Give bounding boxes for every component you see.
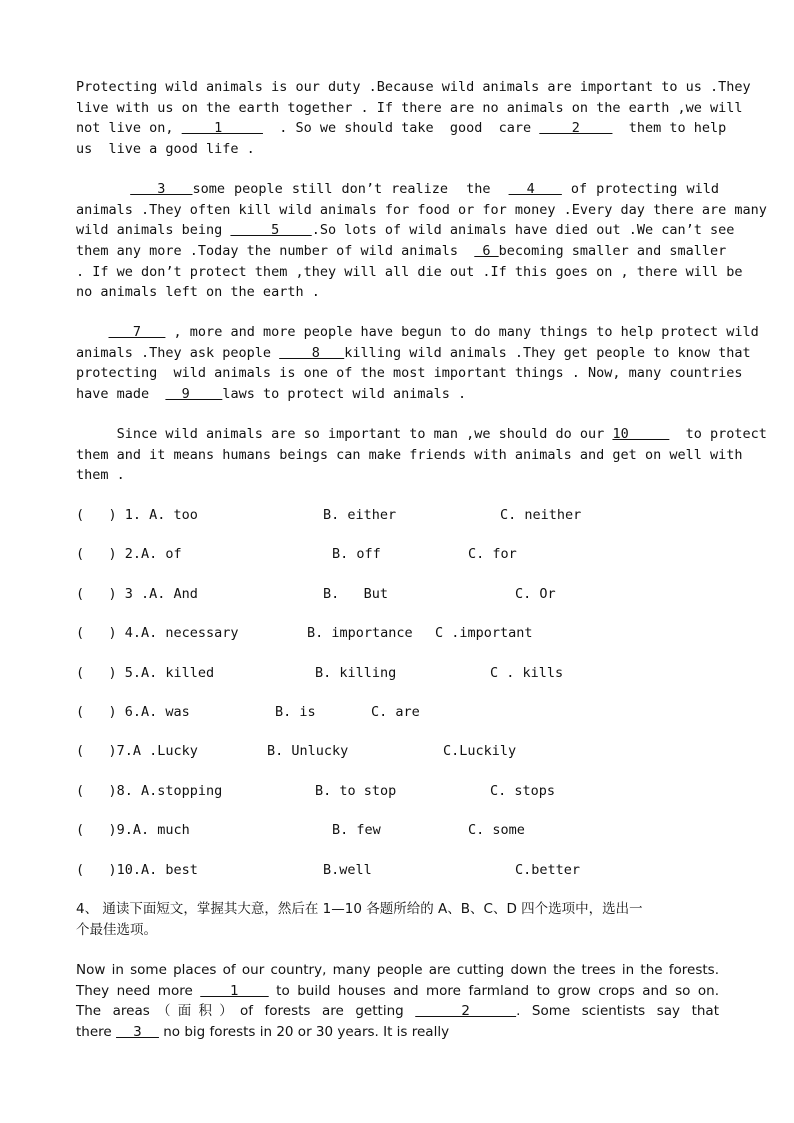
question-number-option-a[interactable]: ( )7.A .Lucky [76, 743, 198, 760]
text-run: animals .They ask people [76, 344, 280, 361]
answer-blank[interactable]: 2 [539, 120, 613, 137]
text-run: laws to protect wild animals . [222, 386, 467, 403]
answer-blank[interactable]: 4 [508, 181, 562, 197]
question-number-option-a[interactable]: ( )9.A. much [76, 822, 190, 839]
question-row [76, 505, 719, 525]
text-line [76, 200, 767, 221]
question-row [76, 544, 719, 564]
question-row [76, 663, 719, 683]
question-row [76, 781, 719, 801]
text-run [76, 324, 109, 340]
text-run: live with us on the earth together . If there are no animals on the earth ,we will [76, 99, 743, 116]
text-line [76, 262, 743, 283]
question-row [76, 741, 719, 761]
text-run: them to help [612, 120, 727, 137]
option-b[interactable]: B. killing [315, 664, 397, 681]
text-run: . If we don’t protect them ,they will all die out .If this goes on , there will be [76, 263, 743, 280]
paragraph [76, 179, 767, 303]
text-line [76, 981, 719, 1002]
text-line [76, 1022, 719, 1043]
text-line [76, 179, 719, 200]
option-b[interactable]: B. to stop [315, 782, 397, 799]
option-c[interactable]: C. for [468, 546, 517, 563]
answer-blank[interactable]: 5 [230, 222, 312, 239]
option-b[interactable]: B. few [332, 822, 381, 839]
option-c[interactable]: C. stops [490, 782, 556, 799]
question-row [76, 702, 719, 722]
text-run: Protecting wild animals is our duty .Because wild animals are important to us .They [76, 79, 751, 95]
text-line [76, 322, 759, 343]
answer-blank[interactable]: 2 [415, 1003, 517, 1020]
option-b[interactable]: B. Unlucky [267, 743, 349, 760]
option-c[interactable]: C . kills [490, 664, 564, 681]
text-line [76, 960, 719, 981]
text-run: to protect [669, 426, 767, 442]
text-run: animals .They often kill wild animals for food or for money .Every day there are many [76, 201, 767, 218]
question-number-option-a[interactable]: ( )10.A. best [76, 861, 198, 878]
question-number-option-a[interactable]: ( ) 5.A. killed [76, 664, 215, 681]
option-c[interactable]: C. are [371, 704, 420, 720]
question-number-option-a[interactable]: ( ) 4.A. necessary [76, 625, 239, 642]
text-run: protecting wild animals is one of the most important things . Now, many countries [76, 365, 743, 382]
text-run: . So we should take good care [262, 120, 540, 137]
answer-blank[interactable]: 3 [116, 1024, 159, 1041]
question-number-option-a[interactable]: ( ) 6.A. was [76, 704, 190, 720]
text-run: Since wild animals are so important to man ,we should do our [76, 426, 613, 442]
question-number-option-a[interactable]: ( ) 3 .A. And [76, 585, 198, 602]
option-c[interactable]: C. Or [515, 585, 556, 602]
option-b[interactable]: B. off [332, 546, 381, 563]
text-run: Now in some places of our country, many people are cutting down the trees in the forests. [76, 962, 719, 978]
text-line [76, 363, 743, 384]
text-run: them and it means humans beings can make friends with animals and get on well with [76, 446, 743, 463]
answer-blank[interactable]: 3 [130, 181, 193, 197]
instruction-line: 个最佳选项。 [76, 921, 157, 938]
text-run: , more and more people have begun to do many things to help protect wild [165, 324, 759, 340]
text-line [76, 445, 743, 466]
text-run: no big forests in 20 or 30 years. It is really [158, 1024, 450, 1041]
text-run: . Some scientists say that [516, 1003, 719, 1020]
text-run: not live on, [76, 120, 182, 137]
text-run: there [76, 1024, 117, 1041]
paragraph [76, 424, 767, 486]
text-run: us live a good life . [76, 141, 255, 158]
question-number-option-a[interactable]: ( ) 2.A. of [76, 546, 182, 563]
text-run: .So lots of wild animals have died out .We can’t see [311, 222, 735, 239]
question-number-option-a[interactable]: ( ) 1. A. too [76, 507, 198, 523]
text-line [76, 465, 719, 486]
text-line [76, 282, 719, 303]
text-run: They need more [76, 982, 201, 999]
answer-blank[interactable]: 9 [165, 386, 223, 403]
text-run: wild animals being [76, 222, 231, 239]
text-line [76, 343, 751, 364]
option-c[interactable]: C. neither [500, 507, 582, 523]
text-run: have made [76, 386, 166, 403]
instruction-line: 4、 通读下面短文，掌握其大意，然后在 1—10 各题所给的 A、B、C、D 四个选项中，选出一 [76, 901, 643, 917]
text-line [76, 1001, 719, 1022]
text-run: to build houses and more farmland to grow crops and so on. [268, 982, 719, 999]
option-b[interactable]: B. But [323, 585, 389, 602]
answer-blank[interactable]: 1 [181, 120, 263, 137]
option-c[interactable]: C .important [435, 625, 533, 642]
paragraph [76, 322, 759, 405]
text-line [76, 241, 727, 262]
question-number-option-a[interactable]: ( )8. A.stopping [76, 782, 223, 799]
option-c[interactable]: C.Luckily [443, 743, 517, 760]
text-run: The areas（面积）of forests are getting [76, 1003, 416, 1020]
question-row [76, 623, 719, 643]
text-line [76, 77, 751, 98]
text-line [76, 118, 727, 139]
text-run: them any more .Today the number of wild animals [76, 243, 475, 260]
text-run: of protecting wild [561, 181, 719, 197]
answer-blank[interactable]: 7 [108, 324, 166, 340]
text-line [76, 424, 767, 445]
question-row [76, 820, 719, 840]
option-b[interactable]: B. is [275, 704, 316, 720]
text-run: becoming smaller and smaller [498, 243, 727, 260]
text-line [76, 139, 719, 160]
option-b[interactable]: B. either [323, 507, 397, 523]
option-c[interactable]: C. some [468, 822, 525, 839]
question-row [76, 860, 719, 880]
text-run: them . [76, 467, 125, 484]
answer-blank[interactable]: 1 [200, 982, 269, 999]
question-row [76, 584, 719, 604]
option-b[interactable]: B.well [323, 861, 372, 878]
text-run: killing wild animals .They get people to know that [344, 344, 751, 361]
answer-blank[interactable]: 8 [279, 344, 345, 361]
paragraph [76, 960, 719, 1043]
option-b[interactable]: B. importance [307, 625, 413, 642]
text-run: some people still don’t realize the [192, 181, 509, 197]
text-line [76, 98, 743, 119]
option-c[interactable]: C.better [515, 861, 581, 878]
paragraph [76, 77, 751, 160]
answer-blank[interactable]: 10 [612, 426, 670, 442]
text-line [76, 384, 719, 405]
text-line [76, 220, 735, 241]
text-run [76, 181, 130, 197]
answer-blank[interactable]: 6 [474, 243, 499, 260]
text-run: no animals left on the earth . [76, 284, 320, 301]
section-4-instruction [76, 899, 719, 940]
